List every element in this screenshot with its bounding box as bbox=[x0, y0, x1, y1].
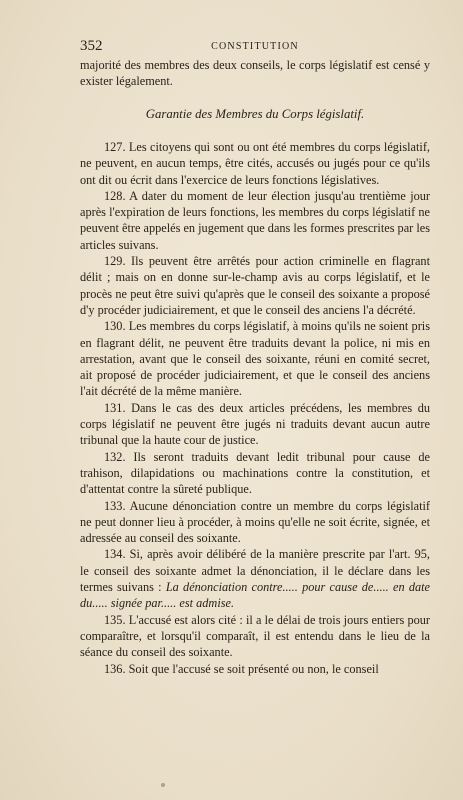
article-133: 133. Aucune dénonciation contre un membre du corps législatif ne peut donner lieu à procéder, à moins qu'elle ne soit écrite, signée, et adressée au conseil des soixante. bbox=[80, 498, 430, 546]
article-127: 127. Les citoyens qui sont ou ont été membres du corps législatif, ne peuvent, en aucun temps, être cités, accusés ou jugés pour ce qu'ils ont dit ou écrit dans l'exercice de leurs fonctions législatives. bbox=[80, 140, 430, 187]
articles-body bbox=[80, 139, 430, 677]
article-134-formula: La dénonciation contre..... pour cause de..... en date du..... signée par..... bbox=[80, 580, 431, 611]
article-134-formula-end: est admise. bbox=[179, 596, 235, 611]
article-135: 135. L'accusé est alors cité : il a le délai de trois jours entiers pour comparaître, et lorsqu'il comparaît, il est entendu dans le lieu de la séance du conseil des soixante. bbox=[80, 612, 430, 660]
article-129: 129. Ils peuvent être arrêtés pour action criminelle en flagrant délit ; mais on en donne sur-le-champ avis au corps législatif, et le procès ne peut être suivi qu'après que le conseil des soixante a proposé d'y procéder judiciairement, et que le conseil des anciens l'a décrété. bbox=[80, 254, 430, 317]
article-134 bbox=[80, 546, 430, 611]
article-130: 130. Les membres du corps législatif, à moins qu'ils ne soient pris en flagrant délit, ne peuvent être traduits devant la police, ni mis en arrestation, avant que le conseil des soixante, réuni en comité secret, ait proposé de procéder judiciairement, et que le conseil des anciens l'ait décrété de la même manière. bbox=[80, 319, 430, 399]
article-134-lead: 134. Si, après avoir délibéré de la manière prescrite par l'art. 95, le conseil des soixante admet la dénonciation, il le déclare dans les termes suivans : bbox=[80, 547, 430, 595]
page-header bbox=[80, 40, 430, 58]
running-head: CONSTITUTION bbox=[211, 41, 299, 52]
section-title: Garantie des Membres du Corps législatif. bbox=[145, 107, 365, 121]
article-128: 128. A dater du moment de leur élection jusqu'au trentième jour après l'expiration de leurs fonctions, les membres du corps législatif ne peuvent être appelés en jugement que dans les formes prescrites par les articles suivans. bbox=[80, 188, 430, 252]
ink-spot bbox=[161, 783, 165, 787]
article-131: 131. Dans le cas des deux articles précédens, les membres du corps législatif ne peuvent être jugés ni traduits devant aucun autre tribunal que la haute cour de justice. bbox=[80, 400, 430, 448]
article-132: 132. Ils seront traduits devant ledit tribunal pour cause de trahison, dilapidations ou machinations contre la constitution, et d'attentat contre la sûreté publique. bbox=[80, 449, 430, 497]
article-136: 136. Soit que l'accusé se soit présenté ou non, le conseil bbox=[104, 661, 379, 676]
page-number: 352 bbox=[80, 38, 103, 54]
continuation-paragraph: majorité des membres des deux conseils, le corps législatif est censé y exister légalement. bbox=[80, 58, 430, 89]
